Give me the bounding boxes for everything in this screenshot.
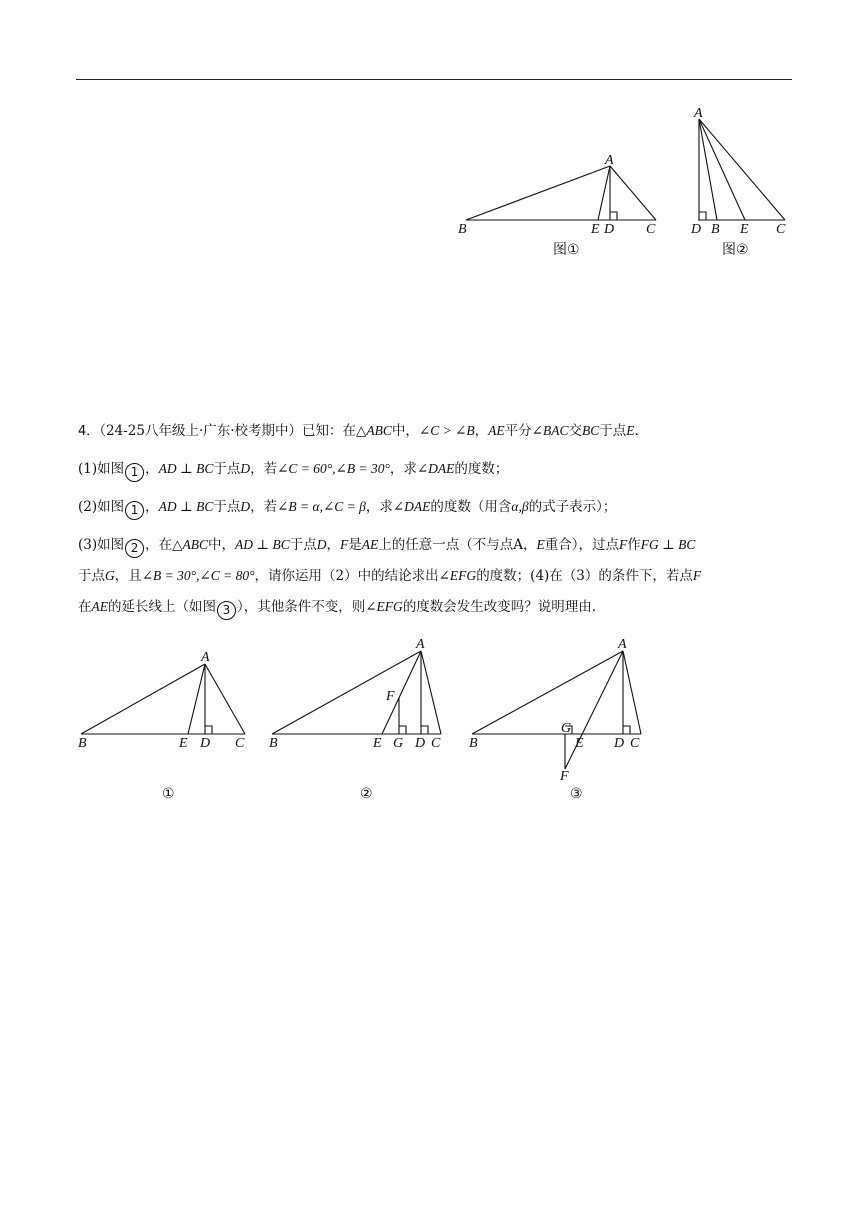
label-a: A	[694, 106, 703, 121]
part-3-line-2: 于点G，且∠B = 30°,∠C = 80°，请你运用（2）中的结论求出∠EFG的度数；(4)在（3）的条件下，若点F	[78, 568, 702, 584]
segment-ac	[623, 651, 641, 734]
bottom-figure-1	[72, 648, 257, 808]
label-c: C	[431, 736, 441, 751]
header-rule	[76, 79, 792, 80]
segment-ac	[205, 664, 245, 734]
problem-header: 4．（24-25八年级上·广东·校考期中）已知：在△ABC中，∠C > ∠B，AE平分∠BAC交BC于点E.	[78, 423, 639, 439]
part-2: (2)如图 1 ，AD ⊥ BC于点D，若∠B = α,∠C = β，求∠DAE的度数（用含α,β的式子表示）；	[78, 497, 798, 520]
right-angle-mark-d	[623, 726, 630, 734]
right-angle-mark	[610, 212, 617, 220]
part-3-line-3: 在AE的延长线上（如图 3 ），其他条件不变，则∠EFG的度数会发生改变吗？说明理由.	[78, 597, 798, 620]
top-figure-2	[684, 102, 794, 262]
circled-number: 1	[125, 501, 144, 520]
label-d: D	[691, 222, 702, 237]
label-a: A	[605, 153, 614, 168]
right-angle-mark	[205, 726, 212, 734]
right-angle-mark-d	[421, 726, 428, 734]
label-a: A	[618, 637, 627, 652]
segment-ab	[466, 166, 610, 220]
figure-caption: ①	[162, 786, 175, 802]
label-f: F	[386, 689, 395, 704]
label-g: G	[561, 721, 572, 736]
label-a: A	[201, 650, 210, 665]
label-c: C	[776, 222, 786, 237]
label-d: D	[614, 736, 625, 751]
label-b: B	[269, 736, 278, 751]
label-e: E	[591, 222, 600, 237]
segment-af	[565, 651, 623, 769]
top-figure-1	[452, 148, 667, 260]
part-3-line-1: (3)如图 2 ，在△ABC中，AD ⊥ BC于点D，F是AE上的任意一点（不与点A，E重合），过点F作FG ⊥ BC	[78, 535, 798, 558]
bottom-figure-3	[465, 634, 655, 806]
label-a: A	[416, 637, 425, 652]
part-1: (1)如图 1 ，AD ⊥ BC于点D，若∠C = 60°,∠B = 30°，求∠DAE的度数；	[78, 459, 798, 482]
label-f: F	[560, 769, 569, 784]
segment-ac	[699, 119, 785, 220]
segment-ab	[472, 651, 623, 734]
circled-number: 1	[125, 463, 144, 482]
label-e: E	[740, 222, 749, 237]
right-angle-mark-g	[399, 726, 406, 734]
label-b: B	[458, 222, 467, 237]
circled-number: 2	[125, 539, 144, 558]
segment-ae	[188, 664, 205, 734]
label-g: G	[393, 736, 404, 751]
label-b: B	[78, 736, 87, 751]
label-e: E	[575, 736, 584, 751]
label-d: D	[604, 222, 615, 237]
bottom-figure-2	[265, 634, 450, 806]
segment-ae	[598, 166, 610, 220]
figure-caption: 图①	[553, 242, 580, 258]
segment-ae	[699, 119, 745, 220]
label-c: C	[630, 736, 640, 751]
label-c: C	[646, 222, 656, 237]
figure-caption: ③	[570, 786, 583, 802]
label-c: C	[235, 736, 245, 751]
label-d: D	[415, 736, 426, 751]
segment-ac	[421, 651, 441, 734]
right-angle-mark	[699, 212, 706, 220]
circled-number: 3	[217, 601, 236, 620]
label-e: E	[373, 736, 382, 751]
segment-ab	[81, 664, 205, 734]
label-b: B	[469, 736, 478, 751]
label-b: B	[711, 222, 720, 237]
figure-caption: ②	[360, 786, 373, 802]
segment-ab	[699, 119, 717, 220]
label-e: E	[179, 736, 188, 751]
label-d: D	[200, 736, 211, 751]
figure-caption: 图②	[722, 242, 749, 258]
